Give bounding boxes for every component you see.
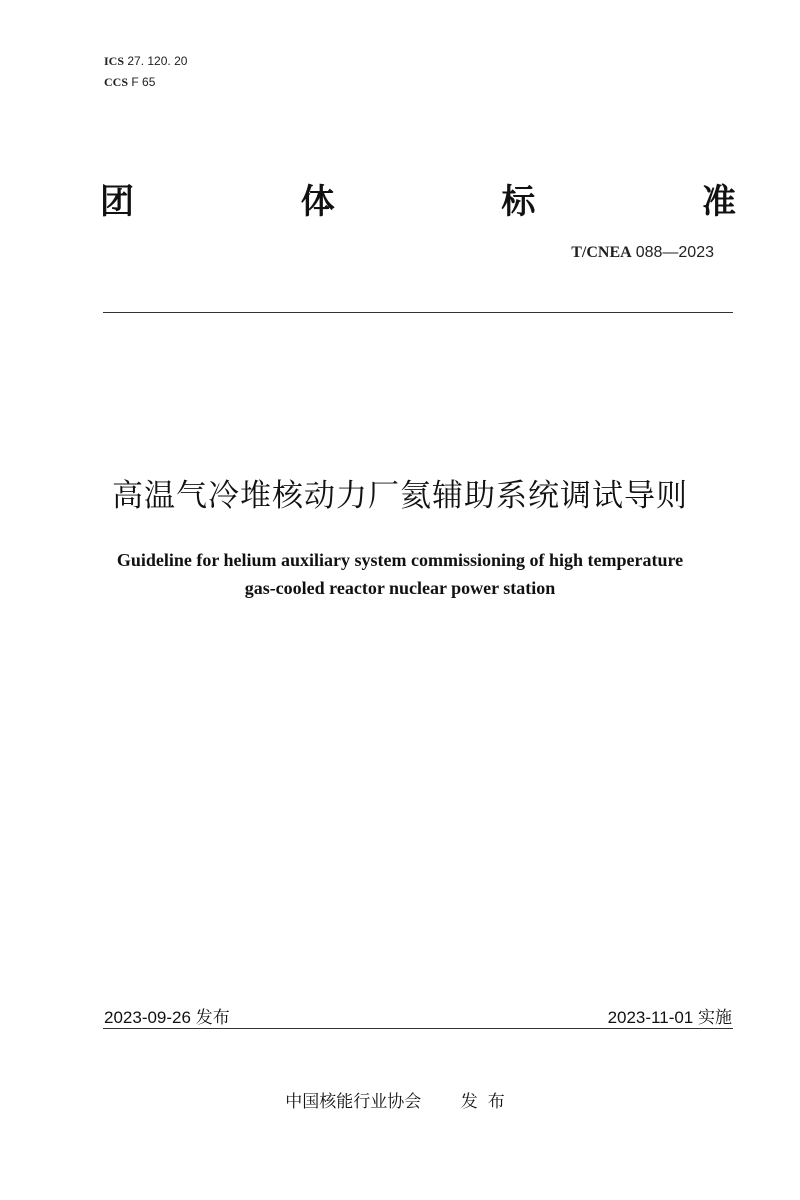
title-english-line: gas-cooled reactor nuclear power station bbox=[244, 578, 556, 598]
implementation-date bbox=[608, 1003, 732, 1028]
standard-type-char: 准 bbox=[701, 182, 736, 222]
title-chinese: 高温气冷堆核动力厂氦辅助系统调试导则 bbox=[112, 478, 688, 514]
standard-type-char: 体 bbox=[300, 182, 335, 222]
standard-type-heading bbox=[100, 174, 736, 223]
publisher-name: 中国核能行业协会 bbox=[285, 1092, 422, 1112]
standard-number-value: 088—2023 bbox=[635, 244, 714, 261]
ics-code bbox=[104, 51, 187, 72]
standard-number-prefix: T/CNEA bbox=[571, 244, 632, 261]
implementation-date-word: 实施 bbox=[698, 1008, 732, 1028]
classification-codes bbox=[104, 51, 187, 93]
title-english-line: Guideline for helium auxiliary system commissioning of high temperature bbox=[116, 550, 684, 570]
issue-date bbox=[104, 1003, 230, 1028]
title-english bbox=[60, 546, 740, 602]
issue-date-value: 2023-09-26 bbox=[104, 1008, 191, 1027]
issue-date-word: 发布 bbox=[195, 1008, 230, 1028]
ics-label: ICS bbox=[104, 54, 125, 68]
publisher-label: 发布 bbox=[460, 1092, 515, 1112]
standard-type-char: 标 bbox=[501, 182, 536, 222]
standard-number bbox=[571, 244, 714, 262]
bottom-divider bbox=[103, 1028, 733, 1029]
ics-value: 27. 120. 20 bbox=[127, 54, 188, 68]
implementation-date-value: 2023-11-01 bbox=[607, 1008, 694, 1027]
standard-type-char: 团 bbox=[100, 182, 134, 222]
ccs-label: CCS bbox=[104, 75, 129, 89]
top-divider bbox=[103, 312, 733, 313]
ccs-code bbox=[104, 72, 187, 93]
ccs-value: F 65 bbox=[131, 75, 156, 89]
publisher bbox=[0, 1087, 800, 1112]
